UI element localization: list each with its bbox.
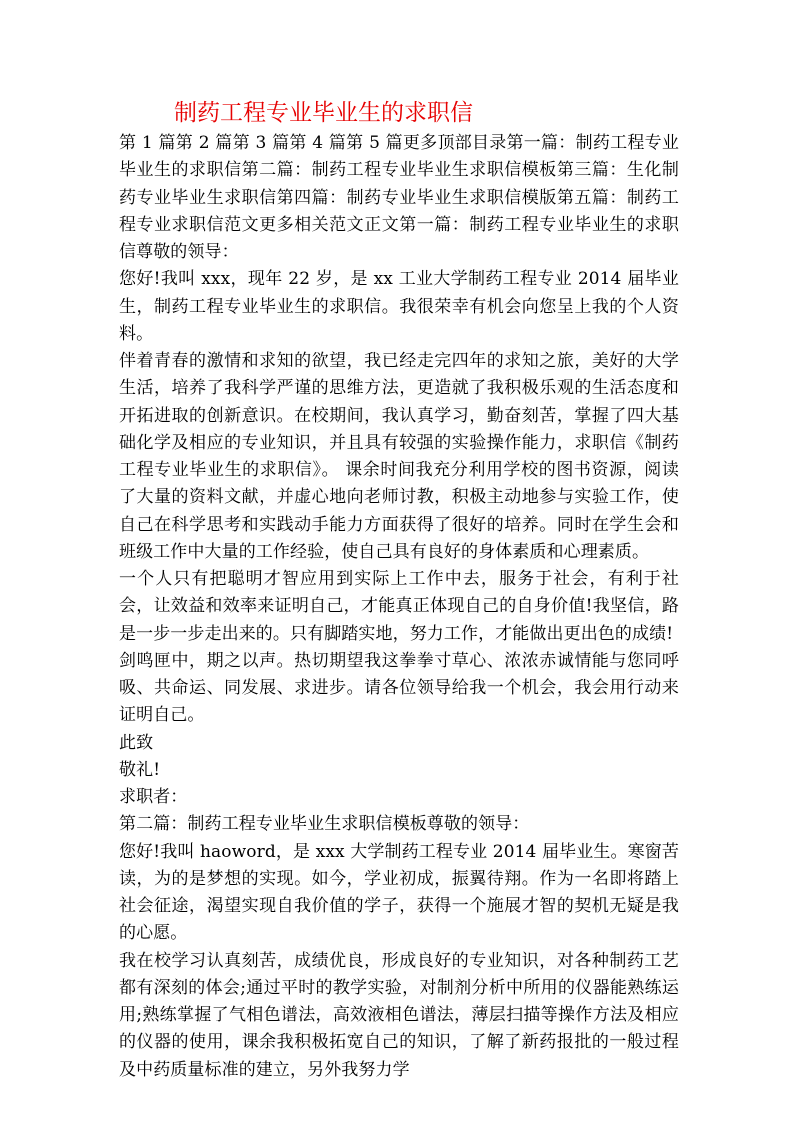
salutation-jingli: 敬礼! [119,759,161,780]
document-page [119,96,679,1084]
paragraph-closing: 剑鸣匣中，期之以声。热切期望我这拳拳寸草心、浓浓赤诚情能与您同呼吸、共命运、同发展、求进步。请各位领导给我一个机会，我会用行动来证明自己。 [119,650,679,726]
salutation-cizhi: 此致 [119,732,154,753]
paragraph-education: 伴着青春的激情和求知的欲望，我已经走完四年的求知之旅，美好的大学生活，培养了我科学严谨的思维方法，更造就了我积极乐观的生活态度和开拓进取的创新意识。在校期间，我认真学习，勤奋刻苦，掌握了四大基础化学及相应的专业知识，并且具有较强的实验操作能力，求职信《制药工程专业毕业生的求职信》。 课余时间我充分利用学校的图书资源，阅读了大量的资料文献，并虚心地向老师讨教，积极主动地参与实验工作，使自己在科学思考和实践动手能力方面获得了很好的培养。同时在学生会和班级工作中大量的工作经验，使自己具有良好的身体素质和心理素质。 [119,351,679,562]
paragraph-table-of-contents: 第 1 篇第 2 篇第 3 篇第 4 篇第 5 篇更多顶部目录第一篇：制药工程专业毕业生的求职信第二篇：制药工程专业毕业生求职信模板第三篇：生化制药专业毕业生求职信第四篇：制药专业毕业生求职信模版第五篇：制药工程专业求职信范文更多相关范文正文第一篇：制药工程专业毕业生的求职信尊敬的领导： [119,133,679,262]
signature-applicant: 求职者： [119,787,188,807]
section-two-heading: 第二篇：制药工程专业毕业生求职信模板尊敬的领导： [119,814,530,835]
paragraph-section-two-intro: 您好!我叫 haoword，是 xxx 大学制药工程专业 2014 届毕业生。寒窗苦读，为的是梦想的实现。如今，学业初成，振翼待翔。作为一名即将踏上社会征途，渴望实现自我价值的学子，获得一个施展才智的契机无疑是我的心愿。 [119,841,679,944]
document-body [119,130,679,1084]
paragraph-motivation: 一个人只有把聪明才智应用到实际上工作中去，服务于社会，有利于社会，让效益和效率来证明自己，才能真正体现自己的自身价值!我坚信，路是一步一步走出来的。只有脚踏实地，努力工作，才能做出更出色的成绩! [119,569,679,644]
paragraph-section-two-study: 我在校学习认真刻苦，成绩优良，形成良好的专业知识，对各种制药工艺都有深刻的体会;通过平时的教学实验，对制剂分析中所用的仪器能熟练运用;熟练掌握了气相色谱法，高效液相色谱法，薄层扫描等操作方法及相应的仪器的使用，课余我积极拓宽自己的知识，了解了新药报批的一般过程及中药质量标准的建立，另外我努力学 [119,950,679,1080]
paragraph-greeting: 您好!我叫 xxx，现年 22 岁，是 xx 工业大学制药工程专业 2014 届毕业生，制药工程专业毕业生的求职信。我很荣幸有机会向您呈上我的个人资料。 [119,269,679,344]
document-title: 制药工程专业毕业生的求职信 [174,100,473,126]
